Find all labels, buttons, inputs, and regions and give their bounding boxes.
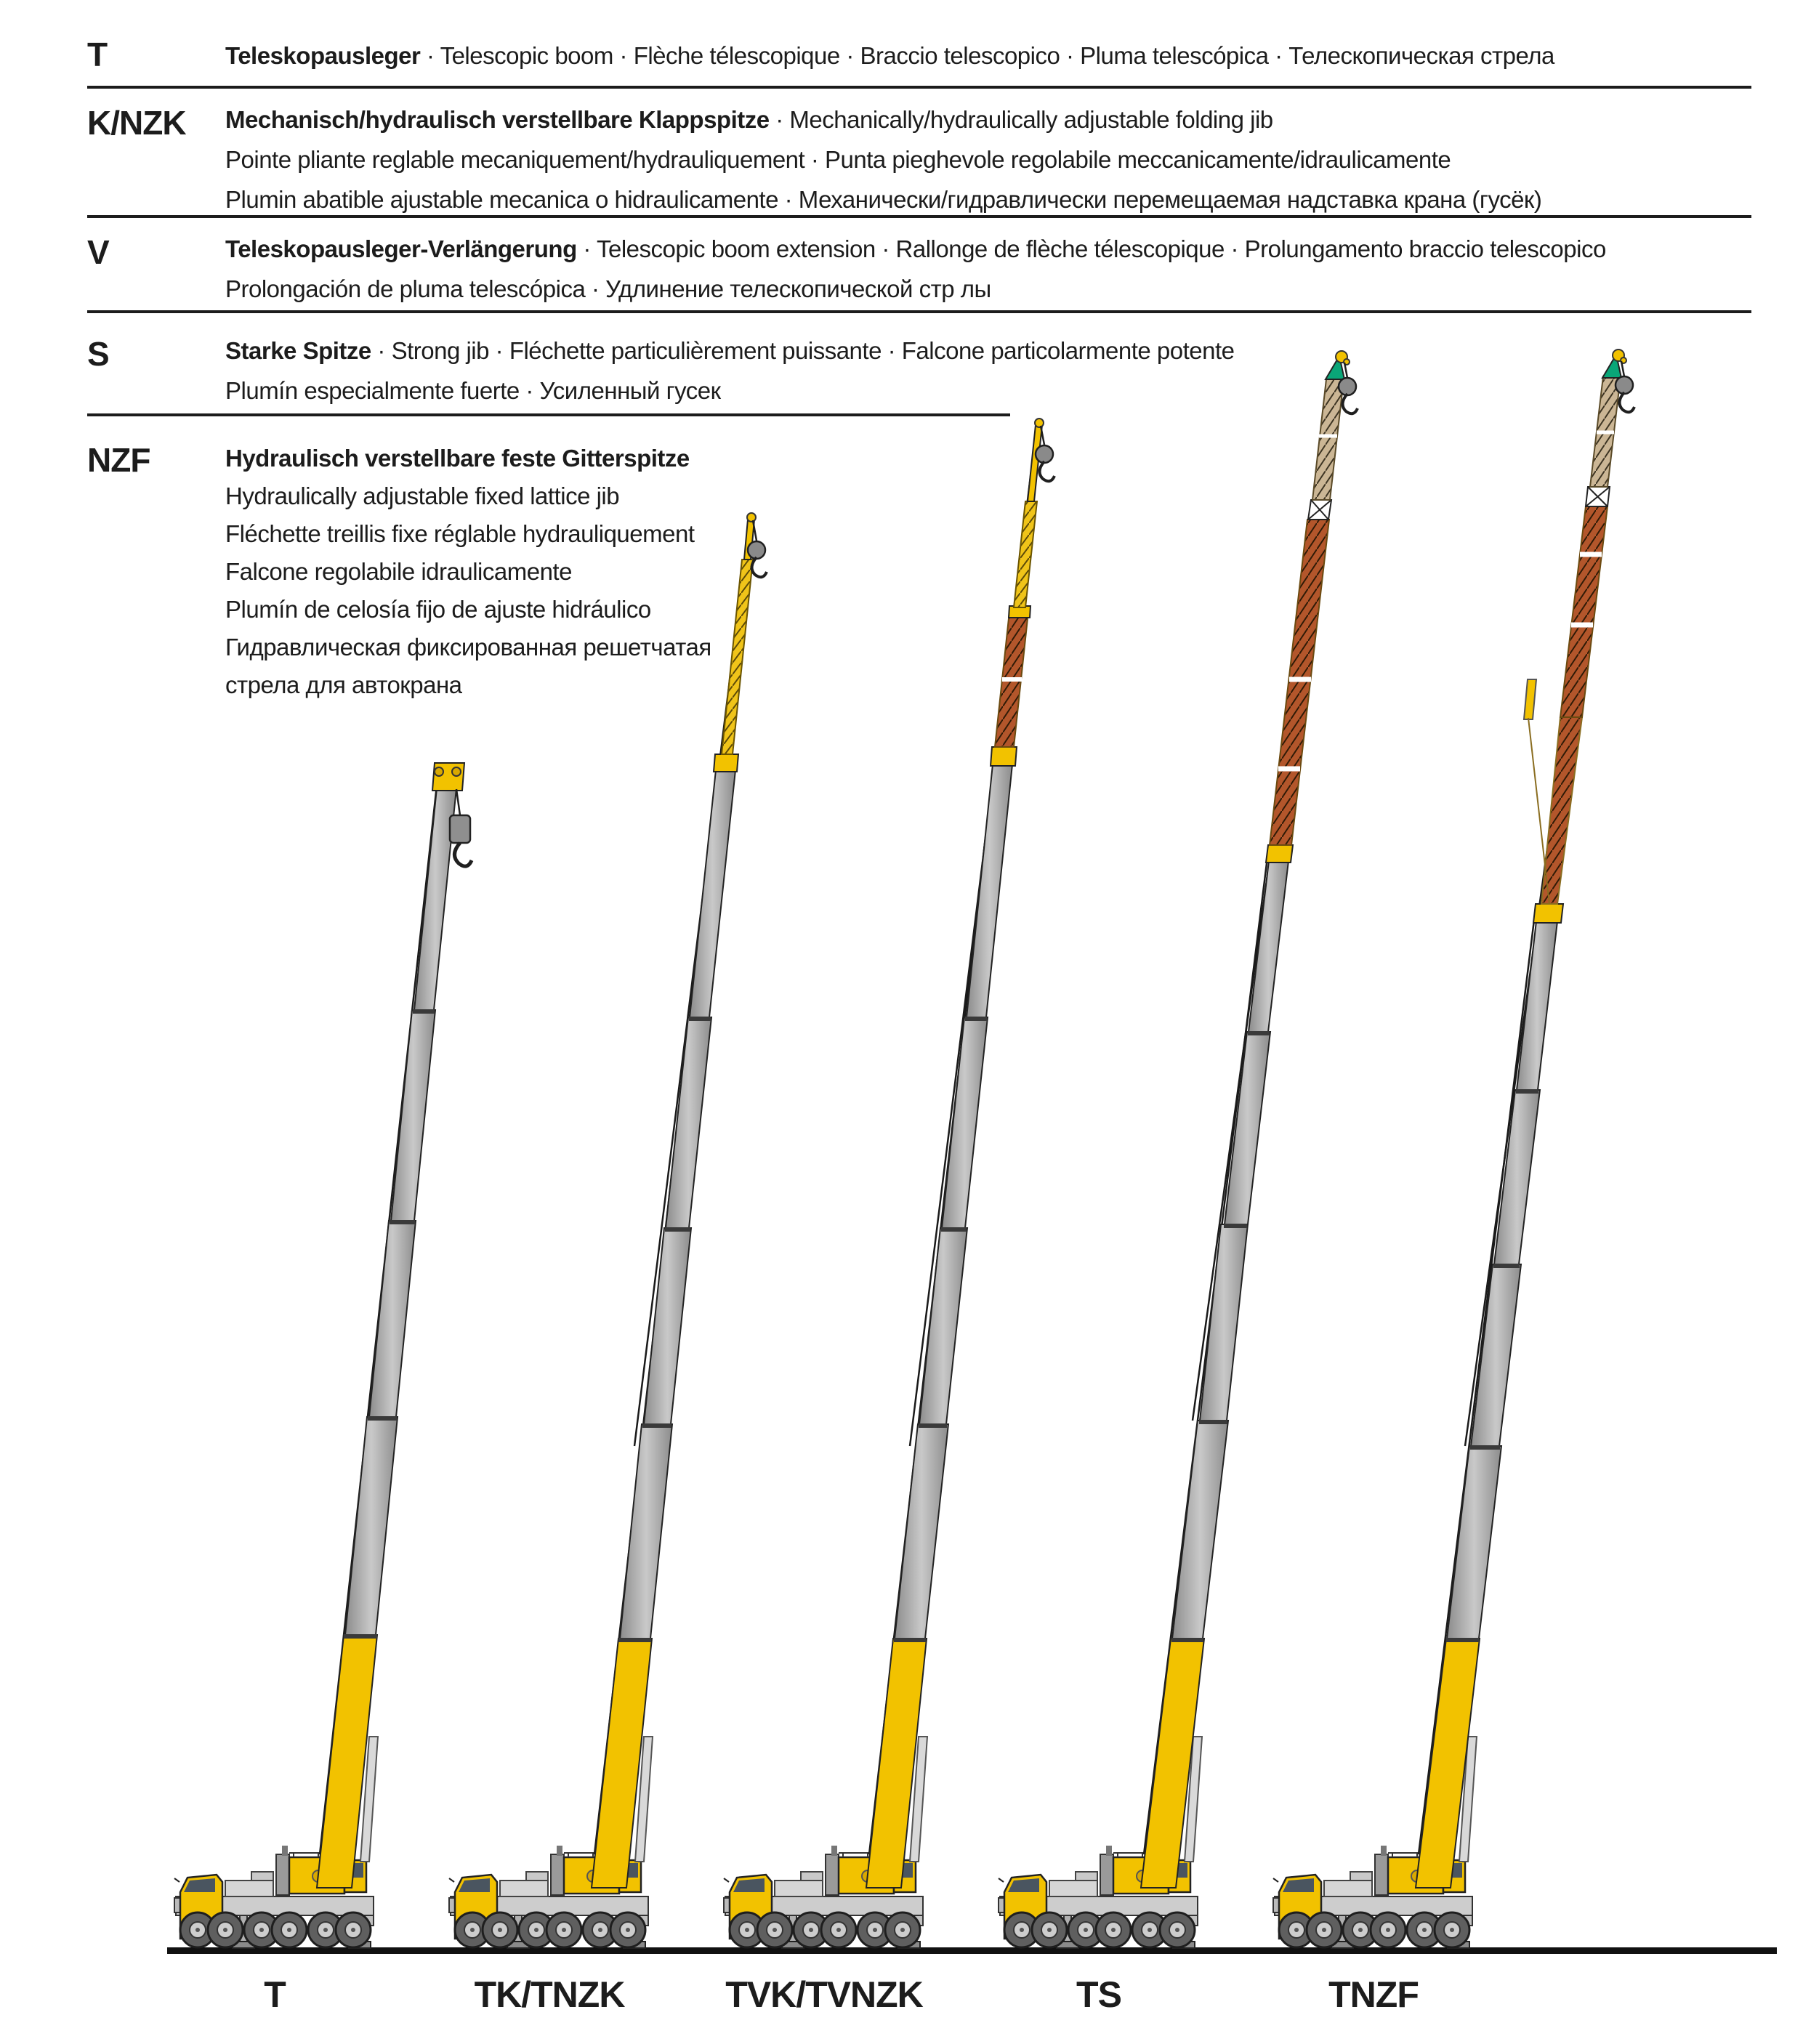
boom-head — [714, 754, 738, 772]
legend-line-bold: Teleskopausleger — [225, 42, 421, 69]
legend-line-rest: · Telescopic boom extension · Rallonge de flèche télescopique · Prolungamento braccio telescopico — [576, 235, 1606, 262]
legend-line-bold: Teleskopausleger-Verlängerung — [225, 235, 577, 262]
crane-tvk-tvnzk — [866, 419, 1054, 1888]
legend-line-bold: Mechanisch/hydraulisch verstellbare Klappspitze — [225, 106, 770, 133]
legend-line-rest: Pointe pliante reglable mecaniquement/hydrauliquement · Punta pieghevole regolabile meccanicamente/idraulicamente — [225, 146, 1451, 173]
config-label-tk-tnzk: TK/TNZK — [474, 1974, 625, 2015]
legend-line-rest: Hydraulically adjustable fixed lattice jib — [225, 482, 620, 509]
legend-line-rest: Plumín de celosía fijo de ajuste hidráulico — [225, 596, 651, 623]
legend-line-rest: Fléchette treillis fixe réglable hydrauliquement — [225, 520, 695, 547]
folding-jib — [722, 560, 753, 754]
legend-line-rest: · Strong jib · Fléchette particulièrement puissante · Falcone particolarmente potente — [371, 337, 1235, 364]
ground-line — [167, 1947, 1777, 1954]
legend-line-rest: Plumín especialmente fuerte · Усиленный гусек — [225, 377, 721, 404]
legend-line-rest: Falcone regolabile idraulicamente — [225, 558, 572, 585]
config-label-ts: TS — [1076, 1974, 1121, 2015]
boom-head — [991, 747, 1017, 766]
lattice-adapter — [1541, 717, 1582, 904]
legend-line-rest: Prolongación de pluma telescópica · Удлинение телескопической стр лы — [225, 275, 991, 302]
boom-head — [1266, 845, 1293, 863]
hoist-rope — [1419, 914, 1535, 1854]
crane-tk-tnzk — [592, 513, 767, 1888]
config-label-tnzf: TNZF — [1328, 1974, 1419, 2015]
legend-code-v: V — [87, 233, 109, 271]
legend-line-bold: Hydraulisch verstellbare feste Gitterspitze — [225, 445, 690, 472]
legend-line-rest: стрела для автокрана — [225, 671, 462, 698]
crane-tnzf — [1416, 350, 1634, 1888]
fixed-lattice-jib — [1560, 506, 1608, 717]
legend-line-bold: Starke Spitze — [225, 337, 371, 364]
legend-code-t: T — [87, 36, 108, 73]
legend-code-nzf: NZF — [87, 441, 150, 479]
config-label-t: T — [264, 1974, 286, 2015]
jib-top-lattice — [1312, 379, 1344, 500]
crane-ts — [1141, 351, 1358, 1888]
legend-line-rest: · Telescopic boom · Flèche télescopique · Braccio telescopico · Pluma telescópica · Телескопическая стрела — [420, 42, 1554, 69]
legend-line-rest: Гидравлическая фиксированная решетчатая — [225, 634, 711, 661]
legend-line-rest: Plumin abatible ajustable mecanica o hidraulicamente · Механически/гидравлически перемещаемая надставка крана (гусёк) — [225, 186, 1542, 213]
folding-jib — [1014, 501, 1037, 607]
config-label-tvk-tvnzk: TVK/TVNZK — [725, 1974, 923, 2015]
legend-line-rest: · Mechanically/hydraulically adjustable folding jib — [769, 106, 1273, 133]
hook-block-icon — [450, 815, 472, 866]
crane-t — [317, 763, 472, 1888]
adjustment-cylinder — [1524, 679, 1536, 719]
strong-jib-lattice — [1270, 520, 1329, 845]
boom-head — [1533, 904, 1563, 923]
legend-code-knzk: K/NZK — [87, 104, 186, 142]
legend-code-s: S — [87, 335, 109, 373]
